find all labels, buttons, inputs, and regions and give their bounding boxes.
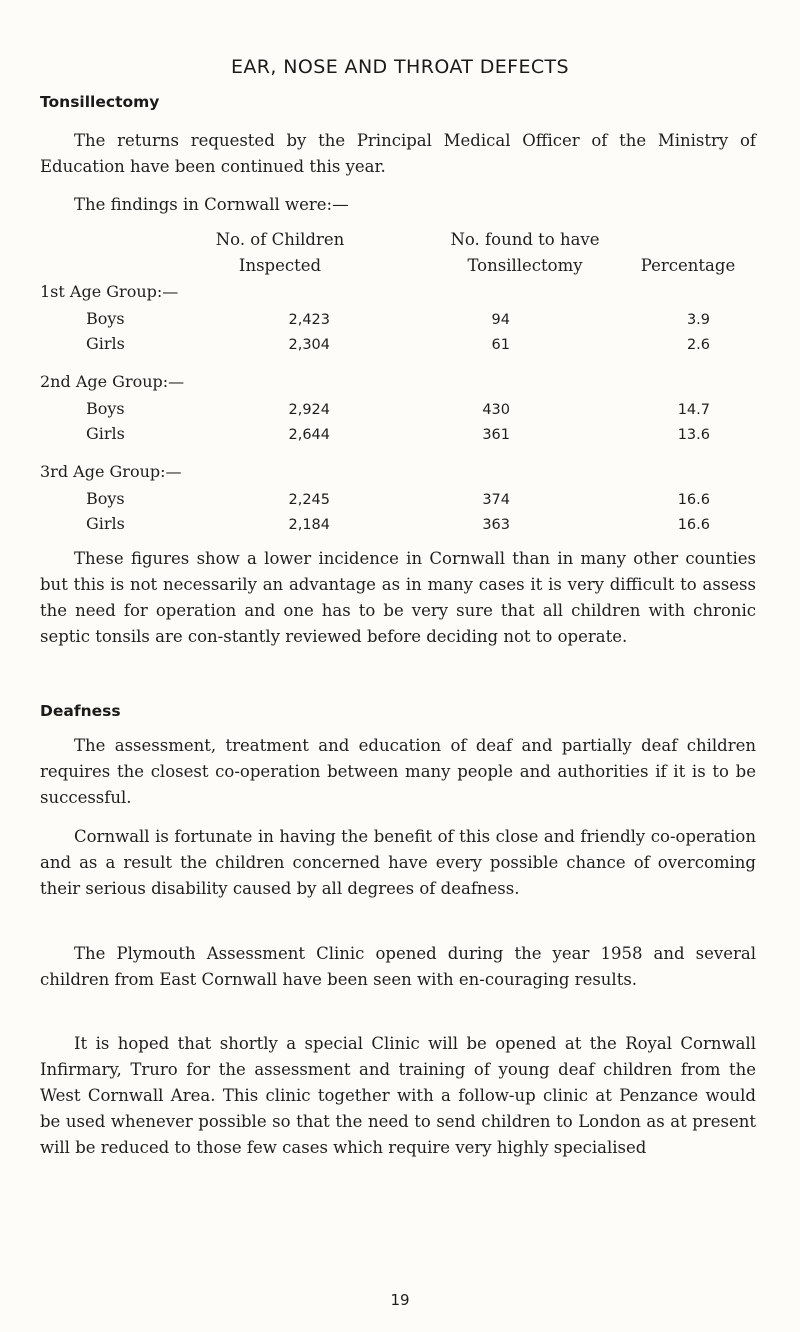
inspected-value: 2,245 [288,492,330,508]
deafness-paragraph: The assessment, treatment and education of deaf and partially deaf children requires the closest co-operation between many people and authorities if it is to be successful. [40,736,756,807]
found-value: 94 [491,312,510,328]
col-header-percentage: Percentage [640,256,736,275]
inspected-value: 2,644 [288,427,330,443]
tonsillectomy-title: Tonsillectomy [40,93,160,111]
row-label: Boys [86,309,125,328]
found-value: 61 [491,337,510,353]
percentage-value: 14.7 [677,402,710,418]
found-value: 363 [482,517,510,533]
group-label: 3rd Age Group:— [40,462,182,481]
tonsillectomy-conclusion: These figures show a lower incidence in Cornwall than in many other counties but this is not necessarily an advantage as in many cases it is very difficult to assess the need for operation and one has to be very sure that all children with chronic septic tonsils are con-stantly reviewed before deciding not to operate. [40,549,756,646]
inspected-value: 2,924 [288,402,330,418]
deafness-title: Deafness [40,702,121,720]
group-label: 2nd Age Group:— [40,372,185,391]
page-heading: EAR, NOSE AND THROAT DEFECTS [230,56,570,78]
deafness-paragraph: Cornwall is fortunate in having the benefit of this close and friendly co-operation and as a result the children concerned have every possible chance of overcoming their serious disability caused by all degrees of deafness. [40,827,756,898]
inspected-value: 2,423 [288,312,330,328]
row-label: Boys [86,399,125,418]
findings-intro: The findings in Cornwall were:— [74,195,349,214]
row-label: Girls [86,514,125,533]
percentage-value: 16.6 [677,517,710,533]
deafness-paragraph: The Plymouth Assessment Clinic opened during the year 1958 and several children from East Cornwall have been seen with en-couraging results. [40,944,756,989]
percentage-value: 2.6 [686,337,710,353]
inspected-value: 2,184 [288,517,330,533]
col-header-inspected-line1: No. of Children [215,230,345,249]
percentage-value: 13.6 [677,427,710,443]
percentage-value: 3.9 [686,312,710,328]
row-label: Girls [86,334,125,353]
group-label: 1st Age Group:— [40,282,179,301]
col-header-found-line1: No. found to have [450,230,600,249]
deafness-paragraph: It is hoped that shortly a special Clinic will be opened at the Royal Cornwall Infirmary, Truro for the assessment and training of young deaf children from the West Cornwall Area. This clinic together with a follow-up clinic at Penzance would be used whenever possible so that the need to send children to London as at present will be reduced to those few cases which require very highly specialised [40,1034,756,1157]
inspected-value: 2,304 [288,337,330,353]
row-label: Girls [86,424,125,443]
percentage-value: 16.6 [677,492,710,508]
page-number: 19 [390,1291,410,1309]
row-label: Boys [86,489,125,508]
col-header-found-line2: Tonsillectomy [467,256,583,275]
found-value: 361 [482,427,510,443]
found-value: 430 [482,402,510,418]
found-value: 374 [482,492,510,508]
col-header-inspected-line2: Inspected [238,256,322,275]
tonsillectomy-intro: The returns requested by the Principal Medical Officer of the Ministry of Education have been continued this year. [40,131,756,176]
